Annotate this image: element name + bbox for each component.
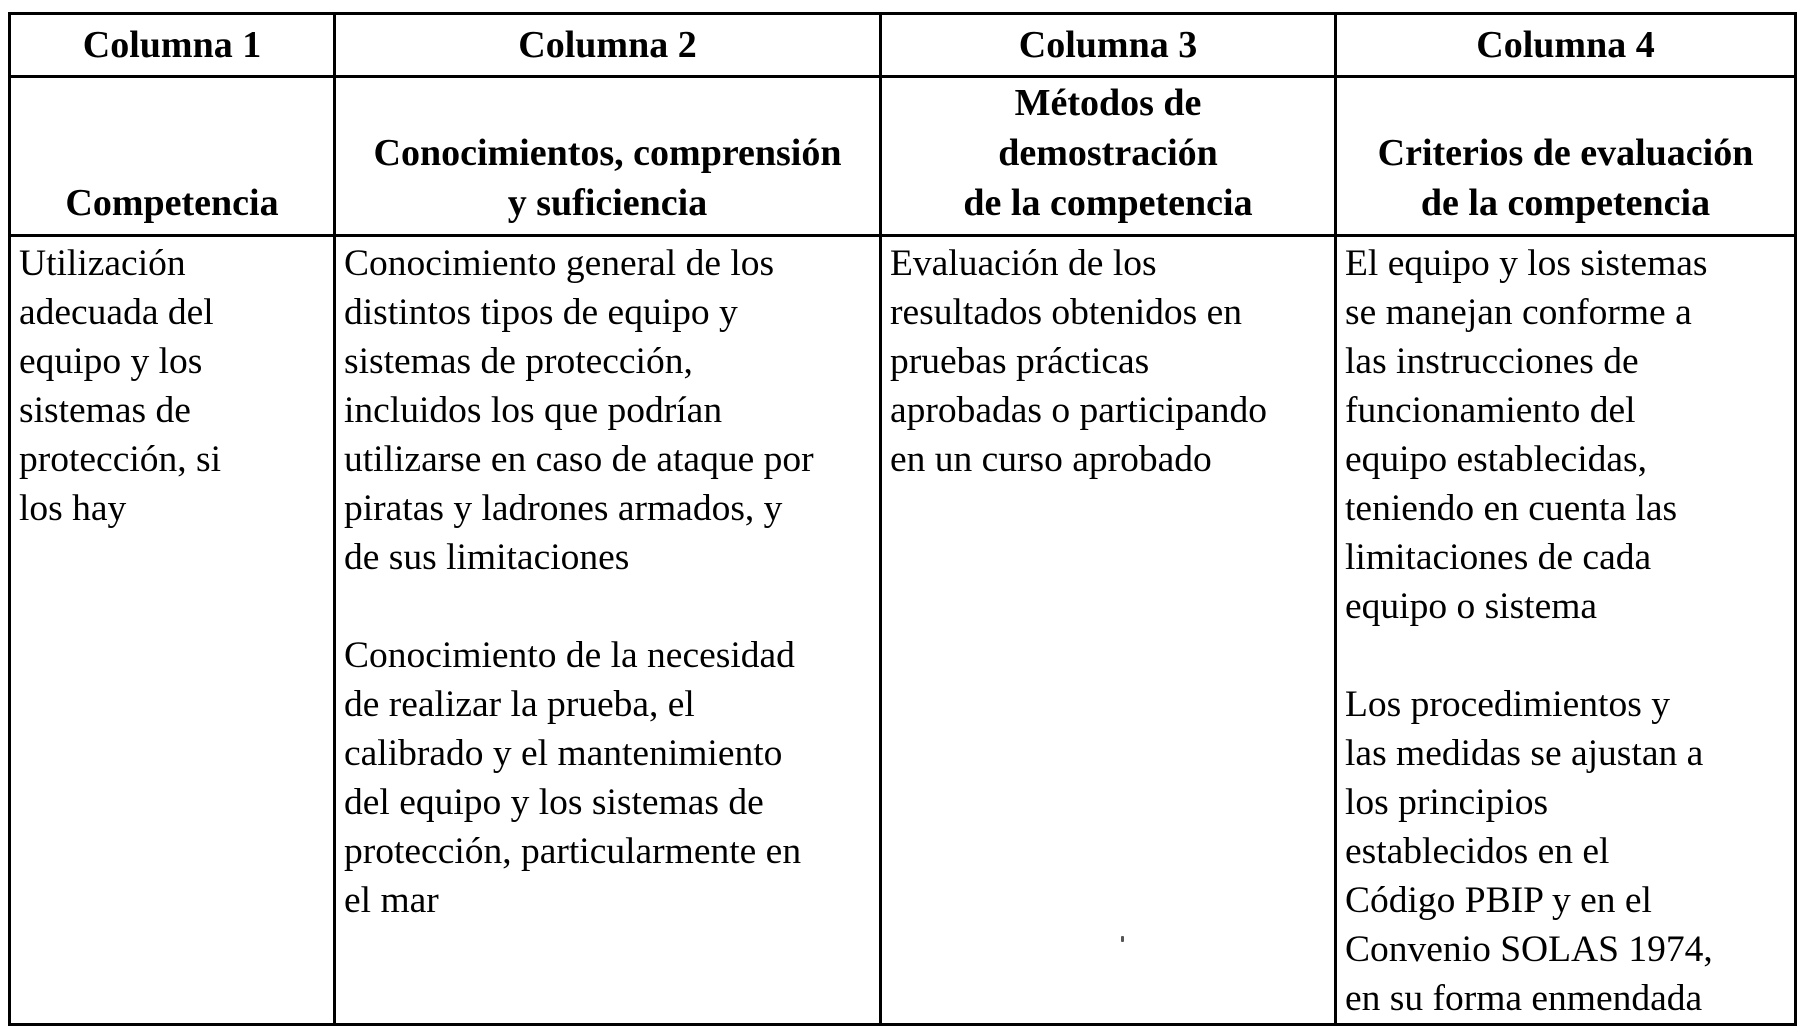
cell-line: pruebas prácticas (890, 341, 1150, 382)
heading-line: y suficiencia (507, 182, 708, 224)
content-row (10, 236, 1796, 1025)
column-heading-2 (335, 77, 881, 236)
cell-line: equipo y los (19, 341, 203, 382)
cell-line: el mar (344, 880, 439, 921)
cell-line: limitaciones de cada (1345, 537, 1652, 578)
column-number-1: Columna 1 (10, 14, 335, 77)
heading-line: Métodos de (1014, 82, 1202, 124)
cell-line: las instrucciones de (1345, 341, 1639, 382)
cell-line: en un curso aprobado (890, 439, 1212, 480)
cell-paragraph (344, 239, 871, 582)
cell-line: los hay (19, 488, 127, 529)
cell-line: El equipo y los sistemas (1345, 243, 1708, 284)
cell-line: Los procedimientos y (1345, 684, 1670, 725)
cell-line: adecuada del (19, 292, 214, 333)
cell-line: teniendo en cuenta las (1345, 488, 1678, 529)
cell-line: sistemas de (19, 390, 191, 431)
scan-speck (1121, 936, 1124, 942)
competence-table (8, 12, 1797, 1026)
cell-line: calibrado y el mantenimiento (344, 733, 783, 774)
cell-line: distintos tipos de equipo y (344, 292, 738, 333)
column-number-3: Columna 3 (881, 14, 1336, 77)
cell-line: funcionamiento del (1345, 390, 1636, 431)
cell-line: piratas y ladrones armados, y (344, 488, 783, 529)
cell-line: Evaluación de los (890, 243, 1157, 284)
cell-line: las medidas se ajustan a (1345, 733, 1704, 774)
heading-line: de la competencia (963, 182, 1253, 224)
column-heading-3 (881, 77, 1336, 236)
cell-line: Conocimiento general de los (344, 243, 775, 284)
cell-line: en su forma enmendada (1345, 978, 1703, 1019)
heading-line: de la competencia (1420, 182, 1711, 224)
cell-line: sistemas de protección, (344, 341, 693, 382)
column-heading-4 (1336, 77, 1796, 236)
column-number-row (10, 14, 1796, 77)
demonstration-methods-cell (881, 236, 1336, 1025)
cell-line: establecidos en el (1345, 831, 1610, 872)
cell-line: equipo establecidas, (1345, 439, 1647, 480)
column-heading-1 (10, 77, 335, 236)
heading-line: demostración (998, 132, 1218, 174)
cell-line: equipo o sistema (1345, 586, 1598, 627)
cell-line: protección, particularmente en (344, 831, 802, 872)
cell-line: incluidos los que podrían (344, 390, 723, 431)
cell-line: Convenio SOLAS 1974, (1345, 929, 1713, 970)
column-number-2: Columna 2 (335, 14, 881, 77)
heading-line: Criterios de evaluación (1377, 132, 1754, 174)
cell-line: utilizarse en caso de ataque por (344, 439, 814, 480)
cell-line: aprobadas o participando (890, 390, 1267, 431)
cell-line: del equipo y los sistemas de (344, 782, 764, 823)
cell-line: los principios (1345, 782, 1549, 823)
evaluation-criteria-cell (1336, 236, 1796, 1025)
cell-line: de sus limitaciones (344, 537, 630, 578)
cell-paragraph (344, 631, 871, 925)
knowledge-cell (335, 236, 881, 1025)
competence-cell (10, 236, 335, 1025)
cell-paragraph (19, 239, 325, 533)
column-heading-row (10, 77, 1796, 236)
cell-paragraph (1345, 239, 1786, 631)
cell-line: de realizar la prueba, el (344, 684, 695, 725)
heading-line: Competencia (65, 182, 279, 224)
column-number-4: Columna 4 (1336, 14, 1796, 77)
cell-paragraph (1345, 680, 1786, 1023)
cell-line: protección, si (19, 439, 222, 480)
cell-line: Utilización (19, 243, 186, 284)
heading-line: Conocimientos, comprensión (373, 132, 842, 174)
cell-line: resultados obtenidos en (890, 292, 1243, 333)
cell-line: Conocimiento de la necesidad (344, 635, 795, 676)
cell-line: se manejan conforme a (1345, 292, 1692, 333)
cell-line: Código PBIP y en el (1345, 880, 1652, 921)
cell-paragraph (890, 239, 1326, 484)
